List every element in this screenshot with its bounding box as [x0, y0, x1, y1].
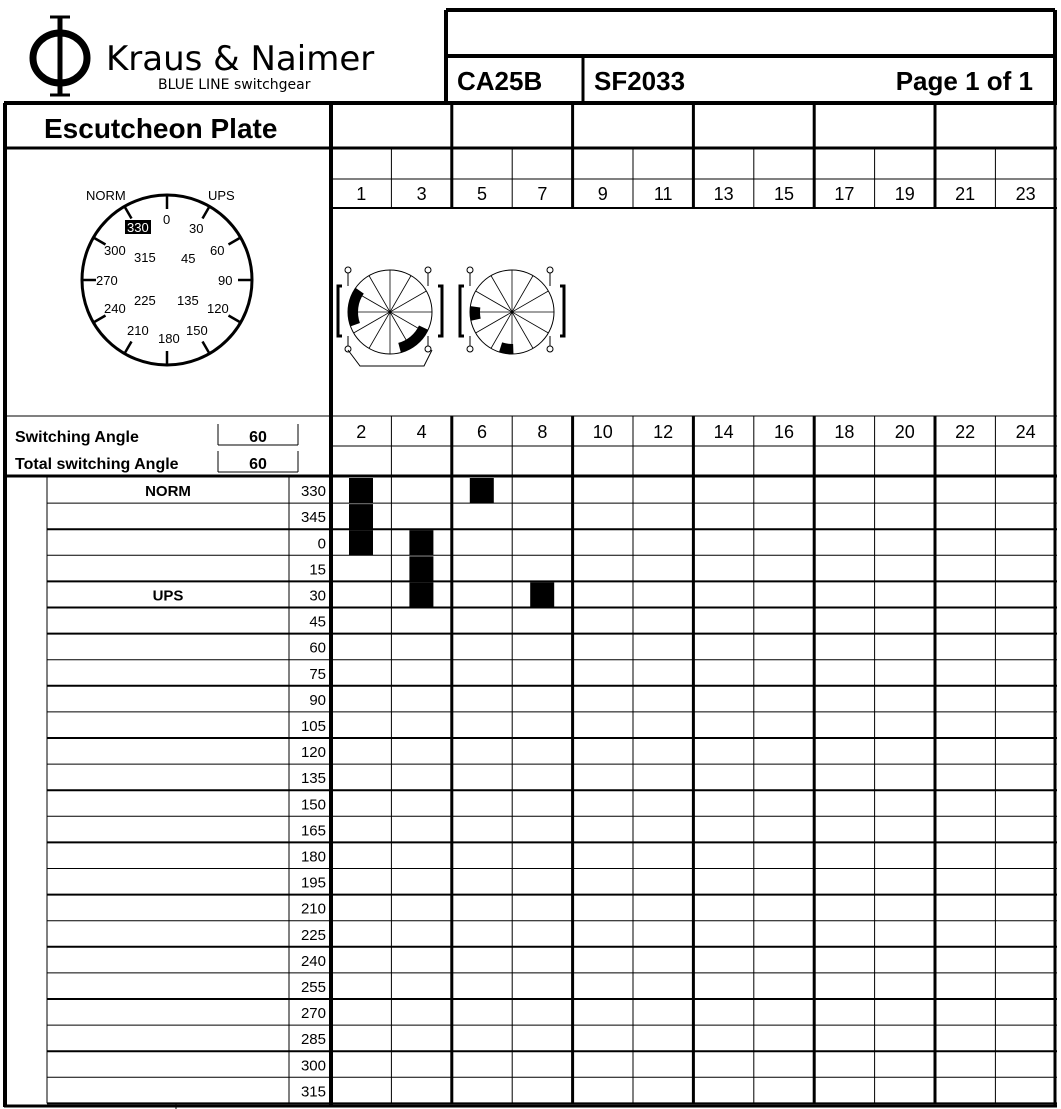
- contact-closed-mark: [409, 530, 433, 555]
- terminal-top-1: 1: [356, 184, 367, 204]
- contact-closed-mark: [409, 556, 433, 581]
- contact-closed-mark: [349, 478, 373, 503]
- terminal-top-11: 11: [653, 184, 673, 204]
- dial-angle-135: 135: [177, 293, 199, 308]
- dial-angle-45: 45: [181, 251, 196, 266]
- terminal-bottom-2: 2: [356, 422, 367, 442]
- dial-angle-30: 30: [189, 221, 204, 236]
- position-angle: 60: [309, 639, 326, 657]
- terminal-bottom-4: 4: [416, 422, 427, 442]
- terminal-top-23: 23: [1015, 184, 1036, 204]
- position-angle: 120: [300, 744, 326, 762]
- page-indicator: Page 1 of 1: [895, 66, 1033, 96]
- dial-tick: [125, 206, 132, 218]
- dial-angle-90: 90: [218, 273, 233, 288]
- position-angle: 0: [317, 535, 326, 553]
- terminal-bottom-14: 14: [713, 422, 734, 442]
- section-title: Escutcheon Plate: [44, 113, 278, 144]
- dial-label-norm: NORM: [86, 188, 126, 203]
- terminal-bottom-24: 24: [1015, 422, 1036, 442]
- position-angle: 210: [300, 900, 326, 918]
- position-angle: 15: [309, 561, 326, 579]
- position-angle: 345: [300, 509, 326, 527]
- position-table: [145, 483, 326, 1100]
- dial-angle-210: 210: [127, 323, 149, 338]
- position-angle: 300: [300, 1057, 326, 1075]
- terminal-bottom-10: 10: [592, 422, 613, 442]
- model-number: CA25B: [457, 66, 543, 96]
- contact-closed-mark: [349, 530, 373, 555]
- brand-name: Kraus & Naimer: [106, 39, 375, 79]
- position-angle: 150: [300, 796, 326, 814]
- program-code: SF2033: [594, 66, 686, 96]
- dial-tick: [93, 316, 105, 323]
- brand-tagline: BLUE LINE switchgear: [158, 77, 311, 93]
- terminal-top-13: 13: [713, 184, 734, 204]
- dial-angle-225: 225: [134, 293, 156, 308]
- dial-angle-240: 240: [104, 301, 126, 316]
- kraus-naimer-logo: [33, 16, 87, 96]
- dial-angle-270: 270: [96, 273, 118, 288]
- dial-angle-300: 300: [104, 243, 126, 258]
- contact-closed-mark: [409, 582, 433, 607]
- contact-stage-symbol: [460, 267, 564, 354]
- total-switching-angle-value: 60: [249, 456, 267, 473]
- terminal-top-17: 17: [834, 184, 855, 204]
- terminal-bottom-18: 18: [834, 422, 855, 442]
- switching-angle-value: 60: [249, 429, 267, 446]
- terminal-bottom-12: 12: [653, 422, 674, 442]
- position-angle: 225: [300, 926, 326, 944]
- terminal-top-3: 3: [416, 184, 427, 204]
- dial-tick: [228, 238, 240, 245]
- position-angle: 270: [300, 1005, 326, 1023]
- terminal-bottom-16: 16: [773, 422, 795, 442]
- terminal-top-21: 21: [955, 184, 976, 204]
- position-angle: 180: [300, 848, 326, 866]
- position-angle: 75: [309, 665, 326, 683]
- contact-closed-mark: [349, 504, 373, 529]
- terminal-bottom-8: 8: [537, 422, 548, 442]
- terminal-top-15: 15: [773, 184, 795, 204]
- position-label: UPS: [152, 587, 184, 605]
- dial-tick: [228, 316, 240, 323]
- position-angle: 45: [309, 613, 326, 631]
- dial-tick: [203, 206, 210, 218]
- escutcheon-dial: [82, 188, 252, 365]
- terminal-top-9: 9: [597, 184, 608, 204]
- dial-angle-150: 150: [186, 323, 208, 338]
- terminal-top-5: 5: [476, 184, 488, 204]
- terminal-bottom-6: 6: [476, 422, 488, 442]
- position-angle: 195: [300, 874, 326, 892]
- contact-stage-symbol: [338, 267, 442, 354]
- position-angle: 255: [300, 978, 326, 996]
- position-angle: 105: [300, 717, 326, 735]
- dial-angle-330: 330: [127, 220, 149, 235]
- dial-angle-0: 0: [163, 212, 171, 227]
- position-angle: 240: [300, 952, 326, 970]
- position-angle: 285: [300, 1031, 326, 1049]
- position-angle: 90: [309, 691, 326, 709]
- contact-closed-mark: [470, 478, 494, 503]
- terminal-top-19: 19: [894, 184, 915, 204]
- dial-label-ups: UPS: [208, 188, 235, 203]
- terminal-bottom-22: 22: [955, 422, 976, 442]
- dial-tick: [125, 341, 132, 353]
- dial-angle-180: 180: [158, 331, 180, 346]
- position-angle: 330: [300, 483, 326, 501]
- position-angle: 30: [309, 587, 326, 605]
- dial-angle-120: 120: [207, 301, 229, 316]
- dial-angle-315: 315: [134, 250, 156, 265]
- position-angle: 165: [300, 822, 326, 840]
- contact-closed-mark: [530, 582, 554, 607]
- contact-diagram: [338, 267, 564, 366]
- dial-tick: [203, 341, 210, 353]
- position-angle: 315: [300, 1083, 326, 1101]
- terminal-top-7: 7: [537, 184, 548, 204]
- switching-angle-label: Switching Angle: [15, 429, 139, 446]
- dial-angle-60: 60: [210, 243, 225, 258]
- total-switching-angle-label: Total switching Angle: [15, 456, 179, 473]
- terminal-bottom-20: 20: [894, 422, 915, 442]
- position-label: NORM: [145, 483, 191, 501]
- position-angle: 135: [300, 770, 326, 788]
